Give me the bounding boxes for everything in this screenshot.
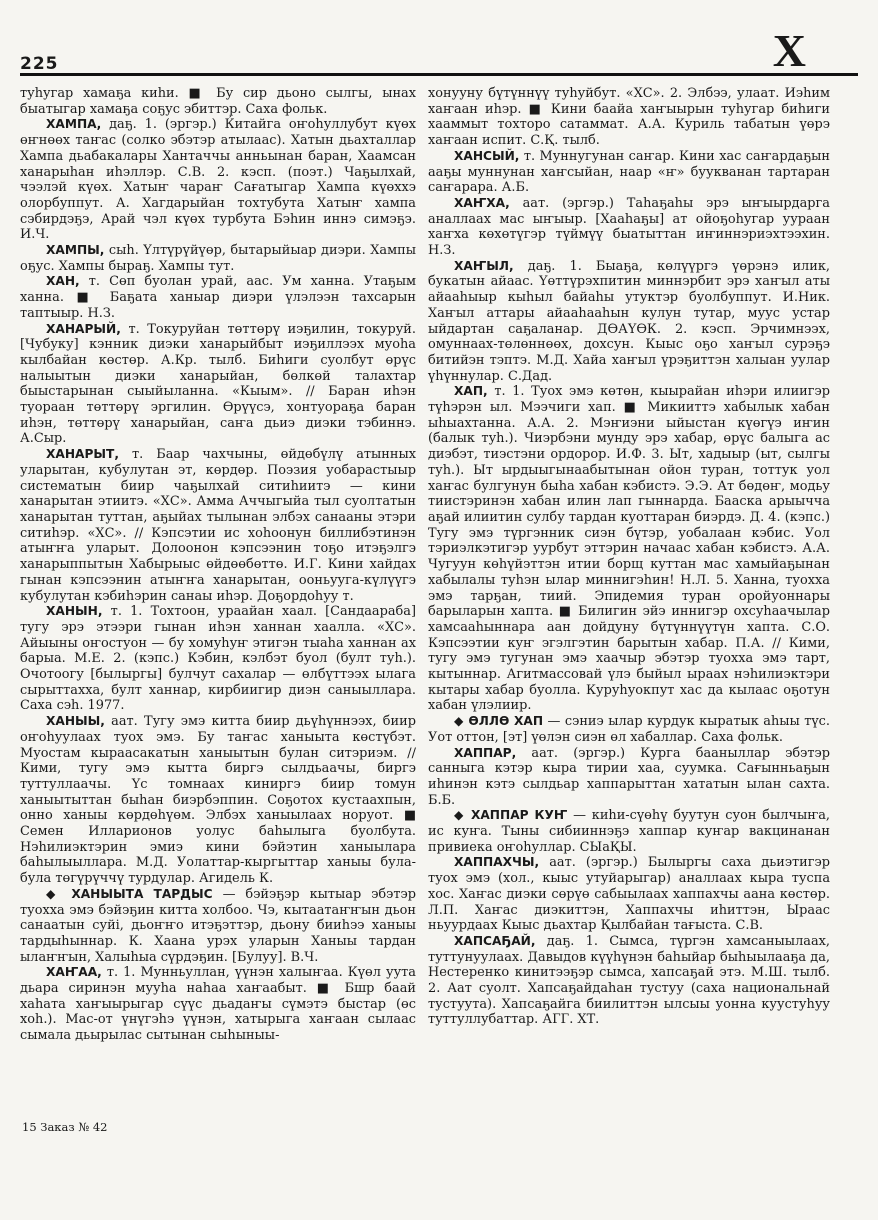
- entry-text: даҕ. 1. Сымса, түргэн хамсаныылаах, туттунуулаах. Давыдов күүһүнэн баһыйар быһыылааҕа да, Нестеренко кинитээҕэр сымса, хапсаҕай этэ. М.Ш. тылб. 2. Аат суолт. Хапсаҕайдаһан тустуу (саха национальнай тустуута). Хапсаҕайга биилиттэн ылсыы уонна куустуһуу туттуллубаттар. АГГ. ХТ.: [428, 933, 830, 1028]
- entry-text: — киһи-сүөһү буутун суон былчыҥа, ис куҥа. Тыны сибииннэҕэ хаппар куҥар вакцинанан привиека оҥоһуллар. СЫаҚЫ.: [428, 808, 831, 855]
- entry-text: т. Муннугунан саҥар. Кини хас саҥардаҕын ааҕы муннунан хаҥсыйан, наар «ҥ» буукванан тартаран саҥарара. А.Б.: [428, 148, 830, 196]
- entry-headword: ХАППАР,: [454, 745, 517, 760]
- entry-text: туһугар хамаҕа киһи. ■ Бу сир дьоно сылгы, ынах быатыгар хамаҕа соҕус эбиттэр. Саха фольк.: [20, 86, 416, 117]
- entry-text: — сэниэ ылар курдук кыратык аһыы түс. Уот оттон, [эт] үөлэн сиэн өл хабаллар. Саха фольк.: [428, 714, 830, 745]
- dictionary-entry: [428, 86, 830, 149]
- dictionary-entry: [20, 714, 416, 887]
- entry-headword: ХАНАРЫЙ,: [46, 321, 121, 336]
- entry-headword: ХАҤХА,: [454, 195, 510, 210]
- entry-text: даҕ. 1. (эргэр.) Ќитайга оҥоһуллубут күөх өҥнөөх таҥас (солко эбэтэр атылаас). Хатын дьахталлар Хампа дьабакалары Хантаччы анньынан баран, Хаамсан ханарыһан иһэллэр. С.В. 2. кэсп. (поэт.) Чаҕылхай, чээлэй күөх. Хатыҥ чараҥ Сағатыгар Хампа күөххэ олорбуппут. А. Хагдарыйан тохтубута Хатыҥ хампа сэбирдэҕэ, Арай чэл күөх турбута Бэһин иннэ симэҕэ. И.Ч.: [20, 117, 416, 243]
- entry-text: т. Сөп буолан урай, аас. Ум ханна. Утаҕым ханна. ■ Баҕата ханыар диэри үлэлээн тахсарын таптыыр. Н.З.: [20, 274, 416, 321]
- entry-text: — бэйэҕэр кытыар эбэтэр туохха эмэ бэйэҕин китта холбоо. Чэ, кытаатаҥҥын дьон санаатын суйі, дьоҥҥо итэҕэттэр, дьону бииһээ ханыы тардыһыннар. К. Хаана урэх уларын Ханыы тардан ылаҥҥын, Халыһыа сүрдэҕин. [Булуу]. В.Ч.: [20, 886, 416, 965]
- entry-headword: ХАНСЫЙ,: [454, 148, 520, 163]
- entry-headword: ХАНЫЫ,: [46, 714, 105, 729]
- entry-headword: ◆ ХАППАР КУҤ: [454, 808, 568, 823]
- left-column: [20, 86, 416, 1044]
- dictionary-entry: [20, 86, 416, 117]
- entry-headword: ХАҤАА,: [46, 965, 102, 980]
- entry-text: т. Баар чахчыны, өйдөбүлү атынных уларытан, кубулутан эт, көрдөр. Поэзия уобарастыыр систематын биир чаҕылхай ситиһиитэ — кини ханарытан этиитэ. «ХС». Амма Аччыгыйа тыл суолтатын ханарытан туттан, аҕыйах тылынан элбэх санааны этэри ситиһэр. «ХС». // Кэпсэтии ис хоһоонун биллибэтинэн атыҥҥа уларыт. Долоонон кэпсээнин тоҕо итэҕэлгэ ханарыппытын Хабырыыс өйдөөбөттө. И.Г. Кини хайдах гынан кэпсээнин атыҥҥа ханарытан, ооньууга-күлүүгэ кубулутан кэбиһэрин санаы иһэр. Доҕордоһуу т.: [20, 447, 416, 604]
- dictionary-entry: [428, 934, 830, 1028]
- entry-headword: ХАМПЫ,: [46, 243, 105, 258]
- entry-text: т. 1. Туох эмэ көтөн, кыырайан иһэри илиигэр түһэрэн ыл. Мээчиги хап. ■ Микииттэ хабылык хабан ыһыахтанна. А.А. 2. Мэҥиэни ыйыстан күөгүэ иҥин (балык туһ.). Чиэрбэни мунду эрэ хабар, өрүс балыга ас диэбэт, тиэстэни ордорор. И.Ф. 3. Ыт, хадыыр (ыт, сылгы туһ.). Ыт ырдыыгынаабытынан ойон туран, тоттук уол хаҥас булгунун быһа хабан кэбистэ. Э.Э. Ат бөдөҥ, модьу тиистэринэн хабан илин лап гыннарда. Бааска арыычча аҕай илиитин сулбу тардан куоттаран биэрдэ. Д. 4. (кэпс.) Тугу эмэ түргэнник сиэн бүтэр, уобалаан кэбис. Уол тэриэлкэтигэр уурбут эттэрин начаас хабан кэбистэ. А.А. Чугуун көһүйэттэн итии борщ куттан мас хамыйаҕынан хабылалы туһэн ылар миннигэһин! Н.Л. 5. Ханна, туохха эмэ тарҕан, тиий. Эпидемия туран оройуоннары барыларын хапта. ■ Билигин эйэ иннигэр охсуһаачылар хамсааһыннара аан дойдуну бүтүннүүтүн хапта. С.О. Кэпсээтии куҥ эгэлгэтин барытын хабар. П.А. // Кими, тугу эмэ тугунан эмэ хаачыр эбэтэр туохха эмэ тарт, кытыннар. Агитмассовай үлэ быйыл ыраах нэһилиэктэри кытары хабар буолла. Куруһуокпут хас да кылаас оҕотун хабан үлэлиир.: [428, 384, 830, 714]
- running-head-letter: Х: [772, 25, 806, 76]
- entry-headword: ХАНАРЫТ,: [46, 447, 119, 462]
- entry-text: т. Токуруйан төттөрү иэҕилин, токуруй. [Чубуку] кэнник диэки ханарыйбыт иэҕиллээх муоһа кылбайан көстөр. А.Кр. тылб. Биһиги суолбут өрүс налыытын диэки ханарыйан, бөлкөй талахтар быыстарынан сыыйыланна. «Кыым». // Баран иһэн туораан төттөрү эргилин. Өрүүсэ, хонтуораҕа баран иһэн, төттөрү ханарыйан, саҥа дьиэ диэки тэбиннэ. А.Сыр.: [20, 321, 416, 447]
- dictionary-entry: [20, 447, 416, 604]
- entry-headword: ХАН,: [46, 274, 80, 289]
- entry-text: т. 1. Мунньуллан, үүнэн халыҥаа. Күөл уута дьара сиринэн мууһа наһаа хаҥаабыт. ■ Бшр баай хаһата хаҥыырыгар сүүс дьадаҥы сүмэтэ быстар (өс хоһ.). Мас-от үнүгэһэ үүнэн, хатырыга хаҥаан сылаас сымала дьырылас сытынан сыһыныы-: [20, 965, 416, 1044]
- entry-text: даҕ. 1. Быаҕа, көлүүргэ үөрэнэ илик, букатын айаас. Үөттүрэхпитин миннэрбит эрэ хаҥыл аты айааһыыр кыһыл байаһы утуктэр буолбуппут. И.Ник. Хаҥыл аттары айааһааһын кулун тутар, муус устар ыйдартан саҕаланар. ДӨАҮӨК. 2. кэсп. Эрчимнээх, омуннаах-төлөннөөх, дохсун. Кыыс оҕо хаҥыл сурэҕэ битийэн тэптэ. М.Д. Хайа хаҥыл үрэҕиттэн халыан уулар үһүннулар. С.Дад.: [428, 258, 830, 384]
- dictionary-entry: [428, 746, 830, 809]
- dictionary-entry: [20, 965, 416, 1044]
- entry-text: аат. (эргэр.) Былыргы саха дьиэтигэр туох эмэ (хол., кыыс утуйарыгар) аналлаах кыра туспа хос. Хаҥас диэки сөрүө сабыылаах хаппахчы аана көстөр. Л.П. Хаҥас диэкиттэн, Хаппахчы иһиттэн, Ыраас ньуурдаах Кыыс дьахтар Қылбайан тағыста. С.В.: [428, 855, 830, 934]
- dictionary-entry: [20, 887, 416, 966]
- entry-text: аат. Тугу эмэ китта биир дьүһүннээх, биир оҥоһуулаах туох эмэ. Бу таҥас ханыыта көстүбэт. Муостам кыраасакатын ханыытын булан ситэриэм. // Кими, тугу эмэ кытта биргэ сылдьаачы, биргэ туттуллаачы. Үс томнаах киниргэ биир томун ханыытыттан быһан биэрбэппин. Соҕотох кустаахпын, онно ханыы көрдөһүөм. Элбэх ханыылаах норуот. ■ Семен Илларионов уолус баһылыга буолбута. Нэһилиэктэрин эмиэ кини бэйэтин ханыылара баһылыыллара. М.Д. Уолаттар-кыргыттар ханыы була-була төгүрүччү турдулар. Агидель К.: [20, 714, 416, 887]
- entry-text: аат. (эргэр.) Таһаҕаһы эрэ ыҥыырдарга аналлаах мас ыҥыыр. [Хааһаҕы] ат ойоҕоһугар уураан хаҥха көхөтүгэр түймүү быатыттан иҥиннэриэхтээхин. Н.З.: [428, 195, 830, 259]
- entry-text: аат. (эргэр.) Кургa бааныллар эбэтэр санныга кэтэр кыра тирии хаа, суумка. Сағынньаҕын иһинэн кэтэ сылдьар хаппарыттан хататын ылан сахта. Б.Б.: [428, 745, 830, 808]
- entry-headword: ХАППАХЧЫ,: [454, 855, 540, 870]
- dictionary-entry: [428, 384, 830, 714]
- entry-headword: ХАПСАҔАЙ,: [454, 933, 536, 948]
- entry-text: т. 1. Тохтоон, ураайан хаал. [Сандаараба] тугу эрэ этээри гынан иһэн ханнан хаалла. «ХС». Айыыны оҥостуон — бу хомуһуҥ этигэн тыаһа ханнан ах барыа. М.Е. 2. (кэпс.) Кэбин, кэлбэт буол (булт туһ.). Очотоогу [былыргы] булчут сахалар — өлбүттээх ылага сырыттахха, булт ханнар, кирбиигир диэн саныыллара. Саха сэһ. 1977.: [20, 604, 416, 714]
- entry-headword: ХАП,: [454, 384, 488, 399]
- entry-text: хонууну бүтүннүү туһуйбут. «ХС». 2. Элбээ, улаат. Иэһим хаҥаан иһэр. ■ Кини баайа хаҥыырын туһугар биһиги хааммыт тохторо сатаммат. А.А. Куриль табатын үөрэ хаҥаан испит. С.Қ. тылб.: [428, 86, 830, 149]
- dictionary-entry: [20, 243, 416, 274]
- right-column: [428, 86, 830, 1028]
- dictionary-entry: [428, 196, 830, 259]
- dictionary-entry: [428, 808, 830, 855]
- dictionary-entry: [20, 322, 416, 448]
- entry-text: сыһ. Үлтүрүйүөр, бытарыйыар диэри. Хампы оҕус. Хампы быраҕ. Хампы тут.: [20, 243, 416, 274]
- entry-headword: ◆ ХАНЫЫТА ТАРДЫС: [46, 886, 213, 901]
- dictionary-entry: [428, 149, 830, 196]
- entry-headword: ХАҤЫЛ,: [454, 258, 514, 273]
- dictionary-entry: [428, 855, 830, 934]
- dictionary-entry: [20, 117, 416, 243]
- page-number: 225: [20, 54, 59, 74]
- entry-headword: ХАНЫН,: [46, 604, 103, 619]
- dictionary-entry: [20, 274, 416, 321]
- entry-headword: ◆ ӨЛЛӨ ХАП: [454, 714, 544, 729]
- dictionary-entry: [428, 259, 830, 385]
- printer-signature: 15 Заказ № 42: [22, 1120, 108, 1134]
- entry-headword: ХАМПА,: [46, 117, 102, 132]
- header-rule: [20, 73, 858, 76]
- dictionary-entry: [428, 714, 830, 745]
- dictionary-entry: [20, 604, 416, 714]
